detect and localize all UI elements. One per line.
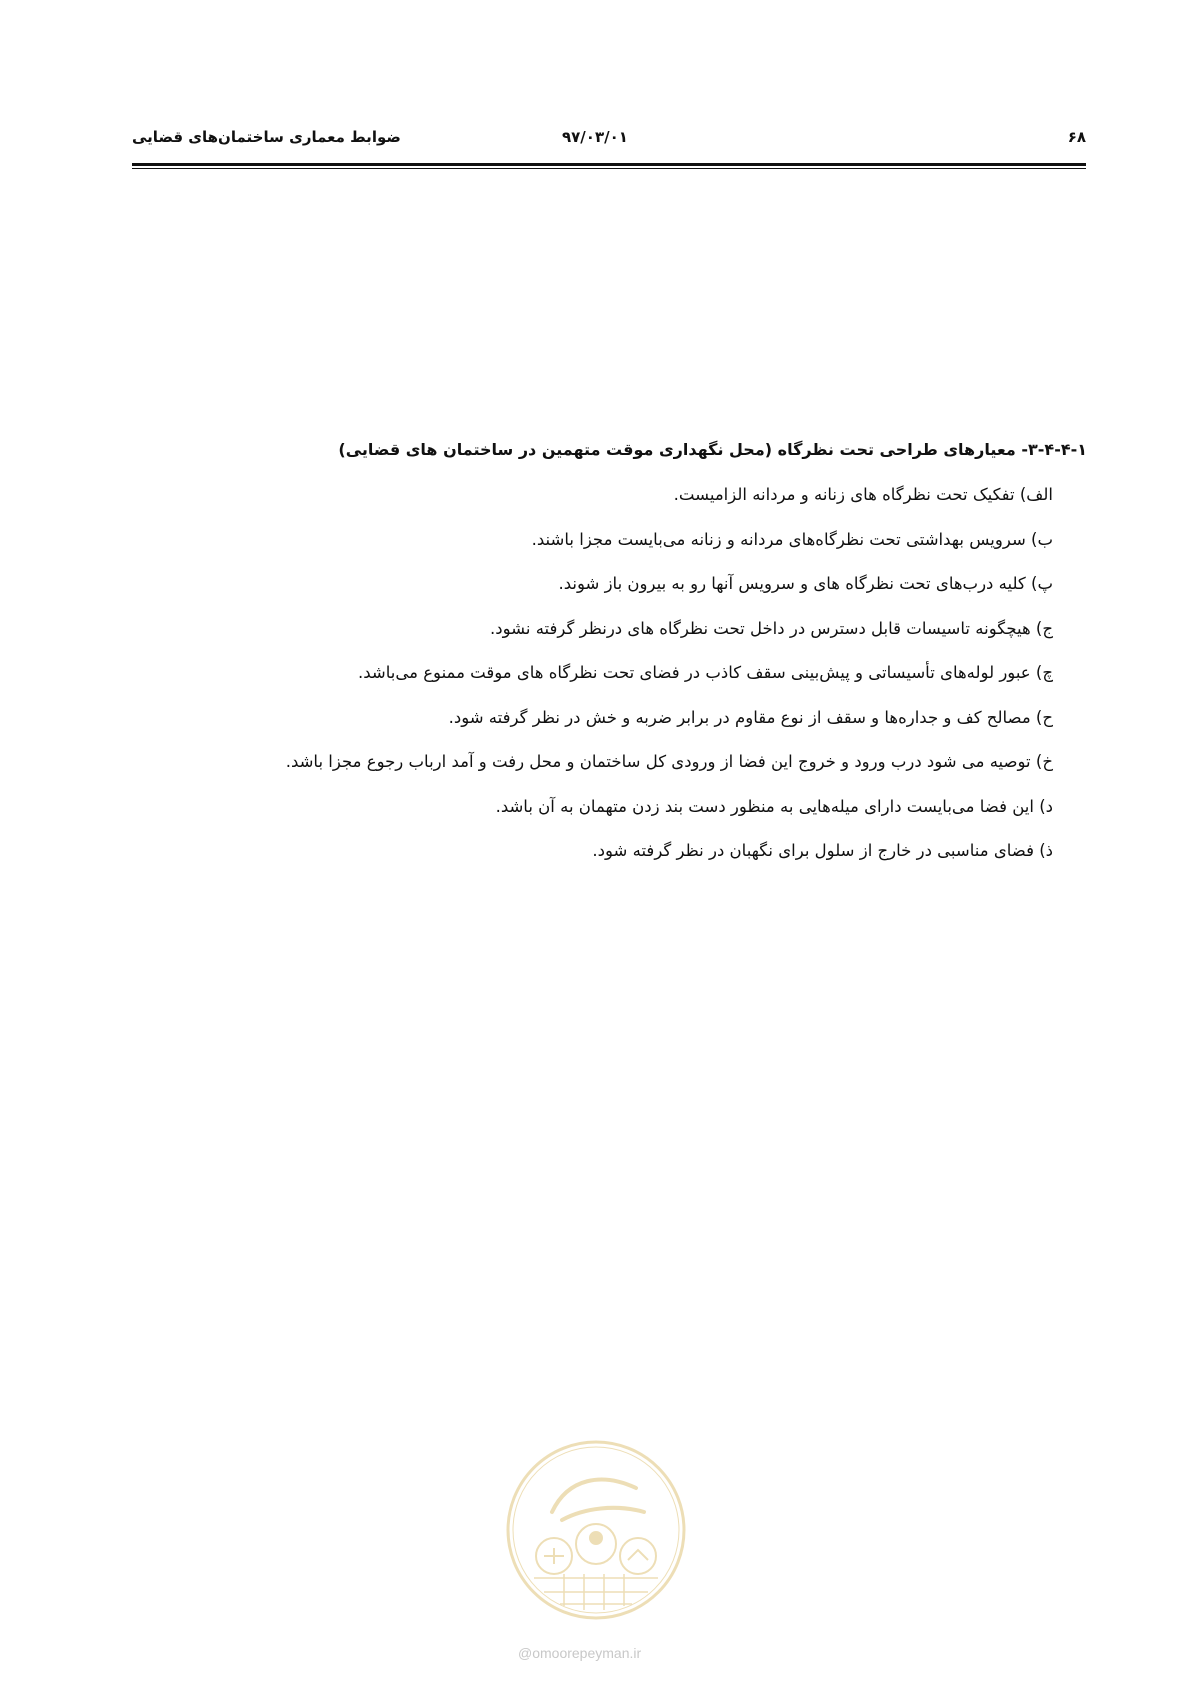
list-item: ج) هیچگونه تاسیسات قابل دسترس در داخل تحت نظرگاه های درنظر گرفته نشود. [490,618,1053,638]
list-item: چ) عبور لوله‌های تأسیساتی و پیش‌بینی سقف کاذب در فضای تحت نظرگاه های موقت ممنوع می‌باشد. [358,663,1053,682]
list-item: ح) مصالح کف و جداره‌ها و سقف از نوع مقاوم در برابر ضربه و خش در نظر گرفته شود. [448,707,1053,727]
watermark-logo [504,1438,688,1622]
list-item: خ) توصیه می شود درب ورود و خروج این فضا از ورودی کل ساختمان و محل رفت و آمد ارباب رجوع مجزا باشد. [285,752,1053,771]
watermark-url: @omoorepeyman.ir [518,1645,642,1661]
section-heading: ۳-۴-۴-۱- معیارهای طراحی تحت نظرگاه (محل نگهداری موقت متهمین در ساختمان های قضایی) [338,440,1087,459]
list-item: ذ) فضای مناسبی در خارج از سلول برای نگهبان در نظر گرفته شود. [592,841,1053,860]
document-title: ضوابط معماری ساختمان‌های قضایی [132,128,401,146]
list-item: الف) تفکیک تحت نظرگاه های زنانه و مردانه الزامیست. [673,485,1053,504]
list-item: د) این فضا می‌بایست دارای میله‌هایی به منظور دست بند زدن متهمان به آن باشد. [495,796,1053,816]
header-rule-thin [132,168,1086,169]
list-item: پ) کلیه درب‌های تحت نظرگاه های و سرویس آنها رو به بیرون باز شوند. [558,574,1053,593]
criteria-list [286,485,1053,886]
header-rule-thick [132,163,1086,166]
page-header [132,128,1086,158]
document-date: ۹۷/۰۳/۰۱ [562,128,628,146]
list-item: ب) سرویس بهداشتی تحت نظرگاه‌های مردانه و زنانه می‌بایست مجزا باشند. [531,529,1053,549]
page-number: ۶۸ [1067,128,1086,146]
